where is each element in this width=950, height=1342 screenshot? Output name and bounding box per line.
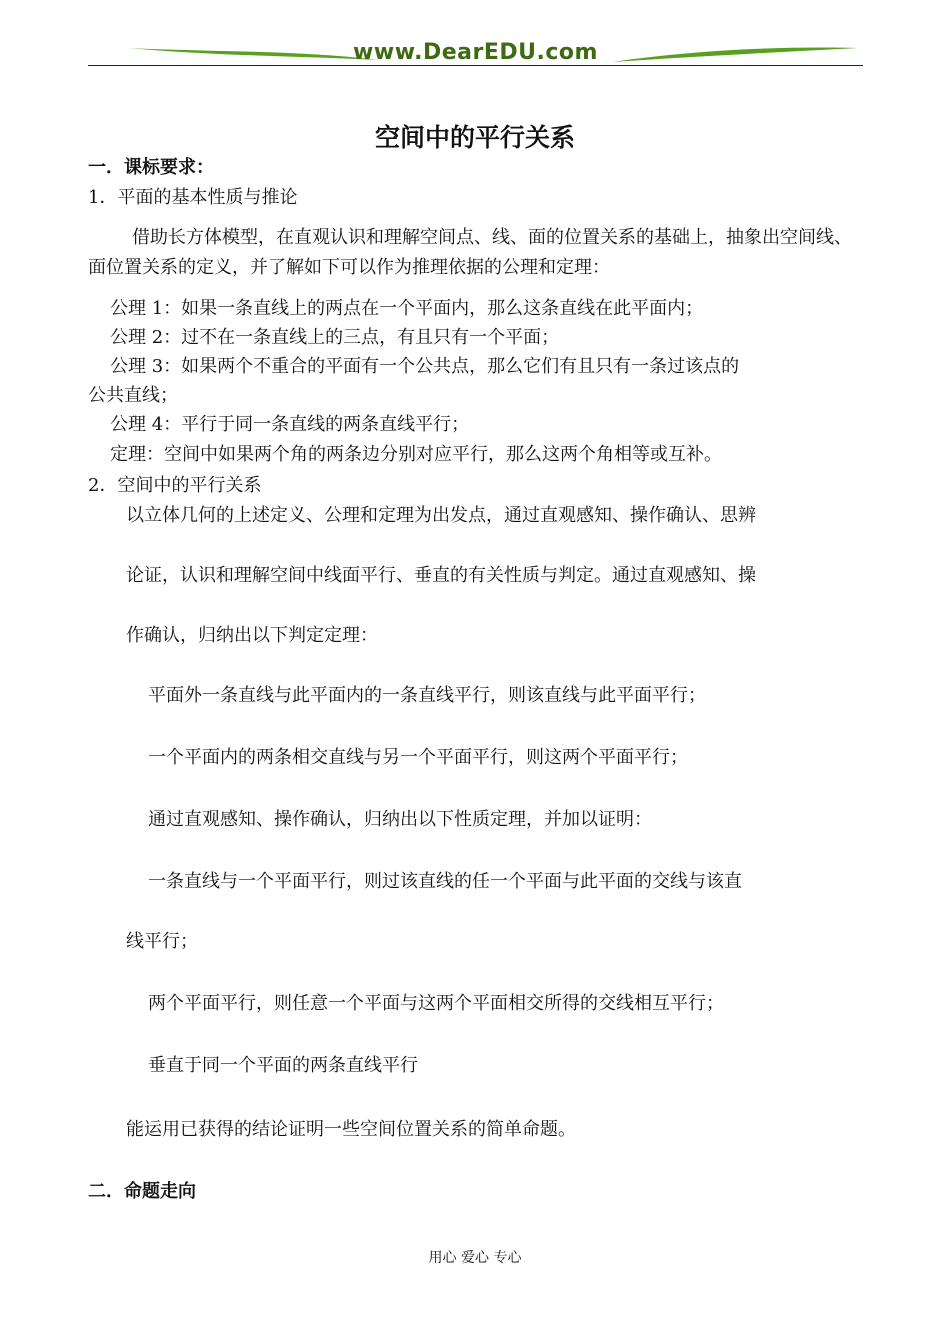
page-footer: 用心 爱心 专心 [428,1250,522,1266]
intro-paragraph: 借助长方体模型，在直观认识和理解空间点、线、面的位置关系的基础上，抽象出空间线、面位置关系的定义，并了解如下可以作为推理依据的公理和定理： [88,227,852,278]
page-header [88,36,863,70]
right-swoosh-decoration [613,40,858,66]
left-swoosh-decoration [128,40,378,66]
paragraph-2: 通过直观感知、操作确认，归纳出以下性质定理，并加以证明： [148,809,652,830]
judgment-theorem-2: 一个平面内的两条相交直线与另一个平面平行，则这两个平面平行； [148,747,688,768]
site-logo[interactable]: www.DearEDU.com [353,40,598,65]
judgment-theorem-1: 平面外一条直线与此平面内的一条直线平行，则该直线与此平面平行； [148,685,706,706]
axiom-1: 公理 1：如果一条直线上的两点在一个平面内，那么这条直线在此平面内； [110,298,704,319]
property-theorem-3: 垂直于同一个平面的两条直线平行 [148,1055,418,1076]
property-theorem-2: 两个平面平行，则任意一个平面与这两个平面相交所得的交线相互平行； [148,993,724,1014]
property-theorem-1-line-2: 线平行； [126,931,198,952]
document-title: 空间中的平行关系 [374,123,575,152]
paragraph-3: 能运用已获得的结论证明一些空间位置关系的简单命题。 [126,1119,576,1140]
axiom-2: 公理 2：过不在一条直线上的三点，有且只有一个平面； [110,327,560,348]
property-theorem-1-line-1: 一条直线与一个平面平行，则过该直线的任一个平面与此平面的交线与该直 [148,871,742,892]
theorem: 定理：空间中如果两个角的两条边分别对应平行，那么这两个角相等或互补。 [110,444,722,465]
axiom-3-line-2: 公共直线； [88,385,178,406]
section-heading-2: 二．命题走向 [88,1181,196,1202]
section-heading-1: 一．课标要求： [88,157,214,178]
header-rule [88,65,863,66]
paragraph-1-line-3: 作确认，归纳出以下判定定理： [126,625,378,646]
paragraph-1-line-1: 以立体几何的上述定义、公理和定理为出发点，通过直观感知、操作确认、思辨 [126,505,756,526]
axiom-3-line-1: 公理 3：如果两个不重合的平面有一个公共点，那么它们有且只有一条过该点的 [110,356,740,377]
paragraph-1-line-2: 论证，认识和理解空间中线面平行、垂直的有关性质与判定。通过直观感知、操 [126,565,756,586]
axiom-4: 公理 4：平行于同一条直线的两条直线平行； [110,414,470,435]
subsection-heading-2: 2．空间中的平行关系 [88,475,262,496]
subsection-heading-1: 1．平面的基本性质与推论 [88,187,298,208]
